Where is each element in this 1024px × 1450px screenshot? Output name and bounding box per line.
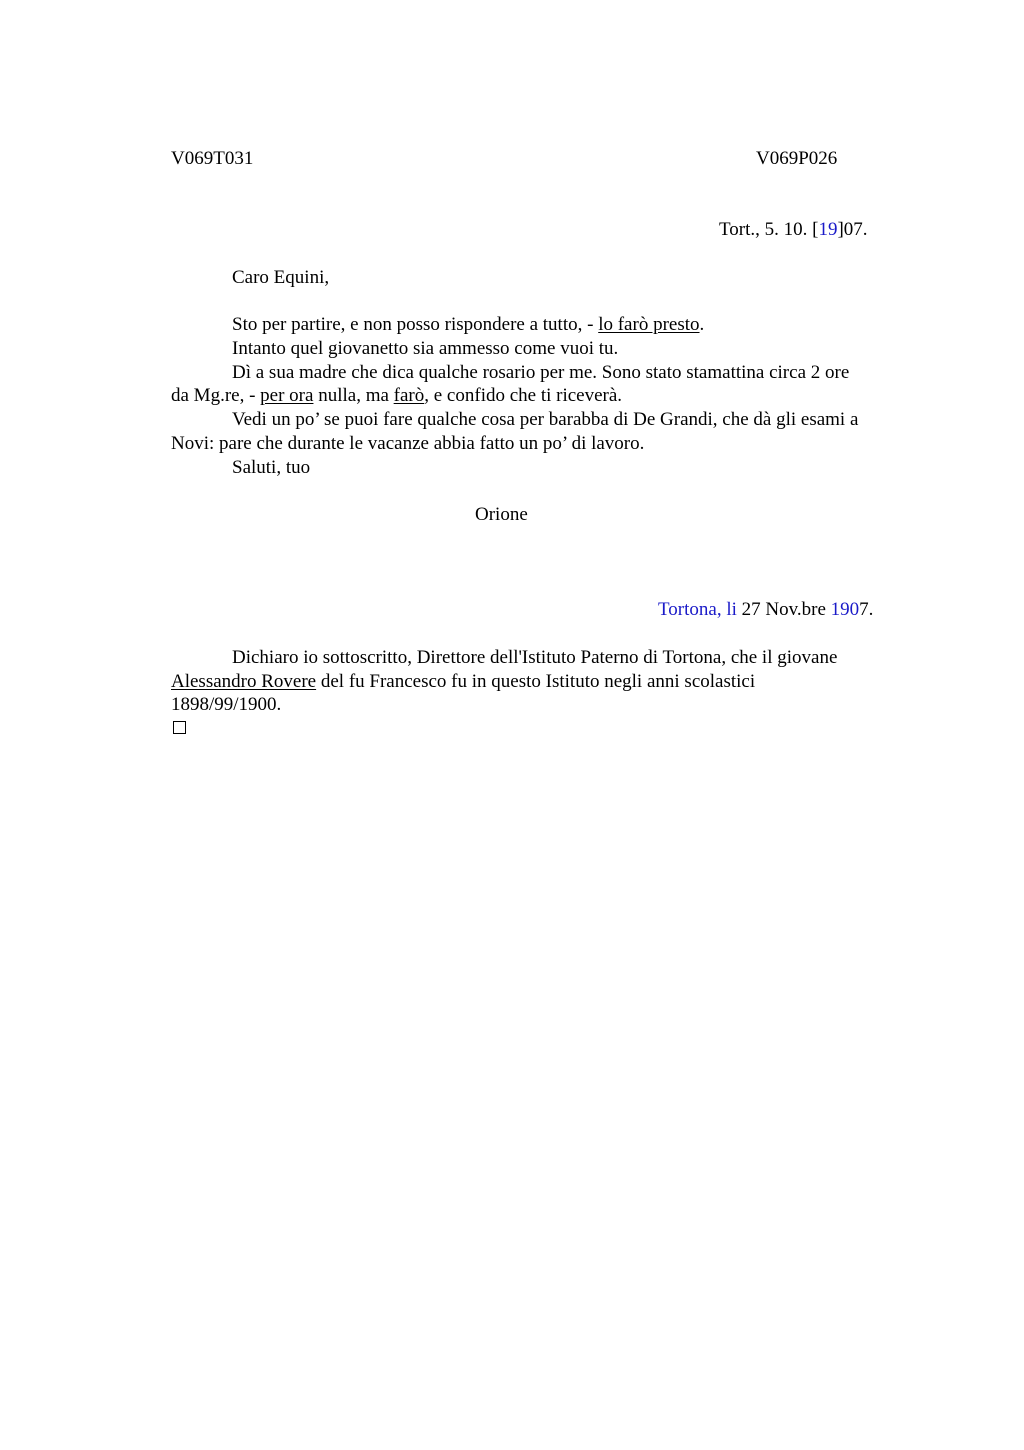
- letter1-date-editorial: 19: [818, 219, 838, 240]
- p1-underlined: lo farò presto: [598, 314, 700, 335]
- letter1-paragraph-2: Intanto quel giovanetto sia ammesso come vuoi tu.: [232, 338, 619, 359]
- letter2-date: [658, 598, 873, 622]
- letter1-date-suffix: ]07.: [837, 219, 868, 240]
- letter1-date-prefix: Tort., 5. 10. [: [719, 219, 819, 240]
- p3-underlined-1: per ora: [260, 385, 314, 406]
- letter1-paragraph-4-line-1: Vedi un po’ se puoi fare qualche cosa per barabba di De Grandi, che dà gli esami a: [232, 409, 859, 430]
- letter1-signature: Orione: [475, 504, 528, 525]
- document-code-right: V069P026: [756, 148, 838, 169]
- letter2-paragraph-line-2: [171, 670, 755, 694]
- letter1-paragraph-4-line-2: Novi: pare che durante le vacanze abbia fatto un po’ di lavoro.: [171, 433, 645, 454]
- letter2-line-2-rest: del fu Francesco fu in questo Istituto negli anni scolastici: [316, 671, 756, 692]
- p3-underlined-2: farò: [393, 385, 425, 406]
- p3-text-b: nulla, ma: [313, 385, 394, 406]
- letter1-closing: Saluti, tuo: [232, 457, 311, 478]
- letter2-underlined-name: Alessandro Rovere: [171, 671, 317, 692]
- letter1-date: [719, 218, 868, 242]
- letter2-date-place: Tortona, li: [658, 599, 737, 620]
- p1-end: .: [699, 314, 705, 335]
- empty-box-symbol: [173, 721, 186, 734]
- letter2-paragraph-line-1: Dichiaro io sottoscritto, Direttore dell'Istituto Paterno di Tortona, che il giovane: [232, 647, 838, 668]
- p1-text: Sto per partire, e non posso rispondere a tutto, -: [232, 314, 599, 335]
- p3-text-a: da Mg.re, -: [171, 385, 261, 406]
- letter1-paragraph-3-line-1: Dì a sua madre che dica qualche rosario per me. Sono stato stamattina circa 2 ore: [232, 362, 850, 383]
- letter1-paragraph-1: [232, 313, 704, 337]
- letter2-date-year-editorial: 190: [830, 599, 860, 620]
- letter1-paragraph-3-line-2: [171, 384, 622, 408]
- letter2-date-year-end: 7.: [859, 599, 874, 620]
- letter2-paragraph-line-3: 1898/99/1900.: [171, 694, 282, 715]
- p3-text-c: , e confido che ti riceverà.: [424, 385, 623, 406]
- letter1-salutation: Caro Equini,: [232, 267, 330, 288]
- letter2-date-middle: 27 Nov.bre: [736, 599, 831, 620]
- document-code-left: V069T031: [171, 148, 254, 169]
